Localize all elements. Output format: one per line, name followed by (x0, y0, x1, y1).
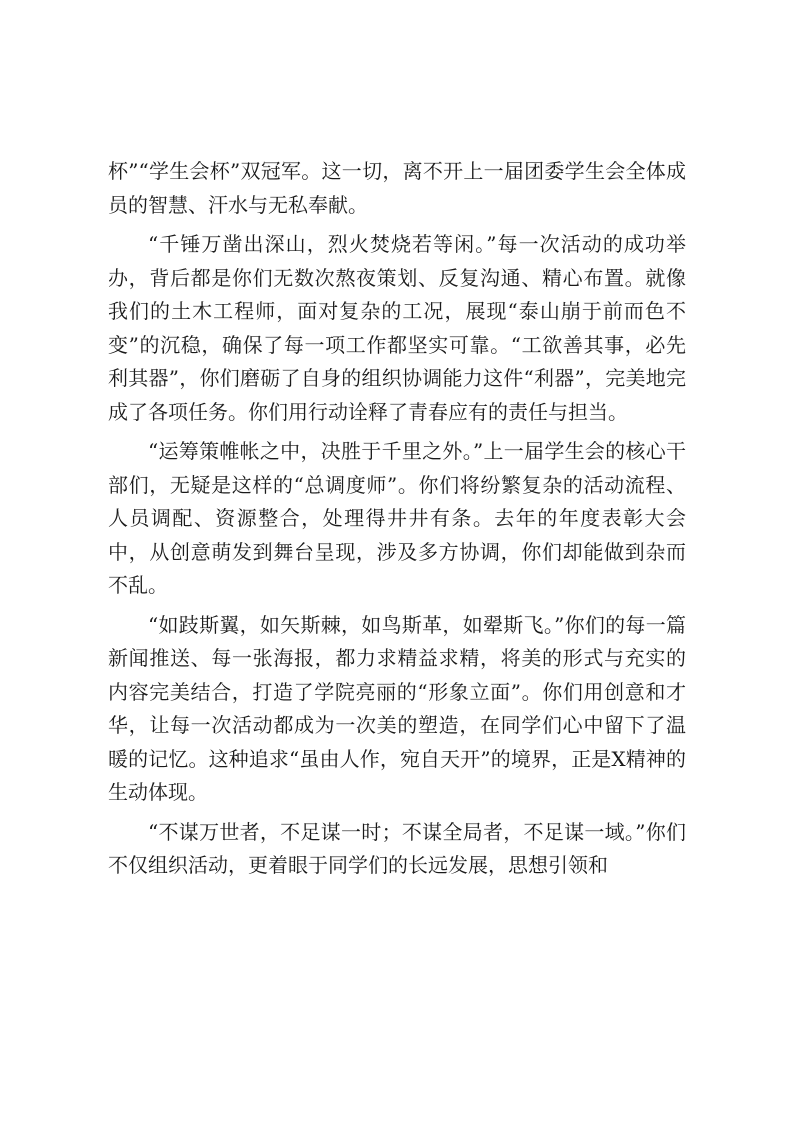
paragraph-3: “运筹策帷帐之中，决胜于千里之外。”上一届学生会的核心干部们，无疑是这样的“总调度师”。你们将纷繁复杂的活动流程、人员调配、资源整合，处理得井井有条。去年的年度表彰大会中，从创意萌发到舞台呈现，涉及多方协调，你们却能做到杂而不乱。 (108, 439, 686, 597)
document-body (108, 155, 686, 889)
paragraph-1: 杯”“学生会杯”双冠军。这一切，离不开上一届团委学生会全体成员的智慧、汗水与无私奉献。 (108, 159, 686, 217)
paragraph-2: “千锤万凿出深山，烈火焚烧若等闲。”每一次活动的成功举办，背后都是你们无数次熬夜策划、反复沟通、精心布置。就像我们的土木工程师，面对复杂的工况，展现“泰山崩于前而色不变”的沉稳，确保了每一项工作都坚实可靠。“工欲善其事，必先利其器”，你们磨砺了自身的组织协调能力这件“利器”，完美地完成了各项任务。你们用行动诠释了青春应有的责任与担当。 (108, 232, 686, 424)
paragraph-4: “如跂斯翼，如矢斯棘，如鸟斯革，如翚斯飞。”你们的每一篇新闻推送、每一张海报，都力求精益求精，将美的形式与充实的内容完美结合，打造了学院亮丽的“形象立面”。你们用创意和才华，让每一次活动都成为一次美的塑造，在同学们心中留下了温暖的记忆。这种追求“虽由人作，宛自天开”的境界，正是X精神的生动体现。 (108, 612, 686, 804)
paragraph-5: “不谋万世者，不足谋一时；不谋全局者，不足谋一域。”你们不仅组织活动，更着眼于同学们的长远发展，思想引领和 (108, 819, 686, 877)
